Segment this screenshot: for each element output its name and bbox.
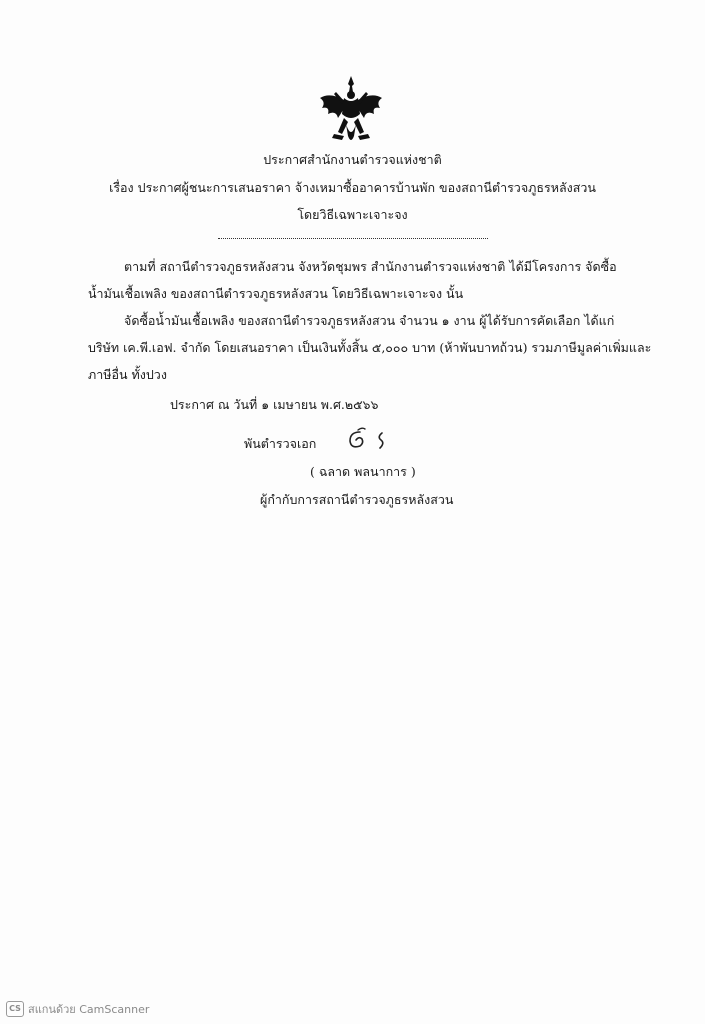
signer-rank: พันตำรวจเอก xyxy=(244,436,317,451)
garuda-emblem-icon xyxy=(316,74,386,146)
handwritten-signature xyxy=(346,424,394,454)
camscanner-logo: CS xyxy=(6,1001,24,1017)
document-title: ประกาศสำนักงานตำรวจแห่งชาติ xyxy=(263,152,442,167)
announce-date: ประกาศ ณ วันที่ ๑ เมษายน พ.ศ.๒๕๖๖ xyxy=(170,397,379,412)
procurement-method: โดยวิธีเฉพาะเจาะจง xyxy=(297,207,408,222)
paragraph-2-line-3: ภาษีอื่น ทั้งปวง xyxy=(88,367,167,382)
document-subject: เรื่อง ประกาศผู้ชนะการเสนอราคา จ้างเหมาซื้ออาคารบ้านพัก ของสถานีตำรวจภูธรหลังสวน xyxy=(109,180,596,195)
paragraph-1-line-2: น้ำมันเชื้อเพลิง ของสถานีตำรวจภูธรหลังสวน โดยวิธีเฉพาะเจาะจง นั้น xyxy=(88,286,464,301)
paragraph-1-line-1: ตามที่ สถานีตำรวจภูธรหลังสวน จังหวัดชุมพร สำนักงานตำรวจแห่งชาติ ได้มีโครงการ จัดซื้อ xyxy=(124,259,617,274)
signer-position: ผู้กำกับการสถานีตำรวจภูธรหลังสวน xyxy=(260,492,454,507)
paragraph-2-line-1: จัดซื้อน้ำมันเชื้อเพลิง ของสถานีตำรวจภูธรหลังสวน จำนวน ๑ งาน ผู้ได้รับการคัดเลือก ได้แก่ xyxy=(124,313,615,328)
paragraph-2-line-2: บริษัท เค.พี.เอฟ. จำกัด โดยเสนอราคา เป็นเงินทั้งสิ้น ๕,๐๐๐ บาท (ห้าพันบาทถ้วน) รวมภาษีมูลค่าเพิ่มและ xyxy=(88,340,652,355)
dotted-separator xyxy=(218,238,488,239)
camscanner-watermark xyxy=(6,1000,149,1018)
camscanner-text: สแกนด้วย CamScanner xyxy=(28,1003,150,1016)
signer-name: ( ฉลาด พลนาการ ) xyxy=(310,464,416,479)
